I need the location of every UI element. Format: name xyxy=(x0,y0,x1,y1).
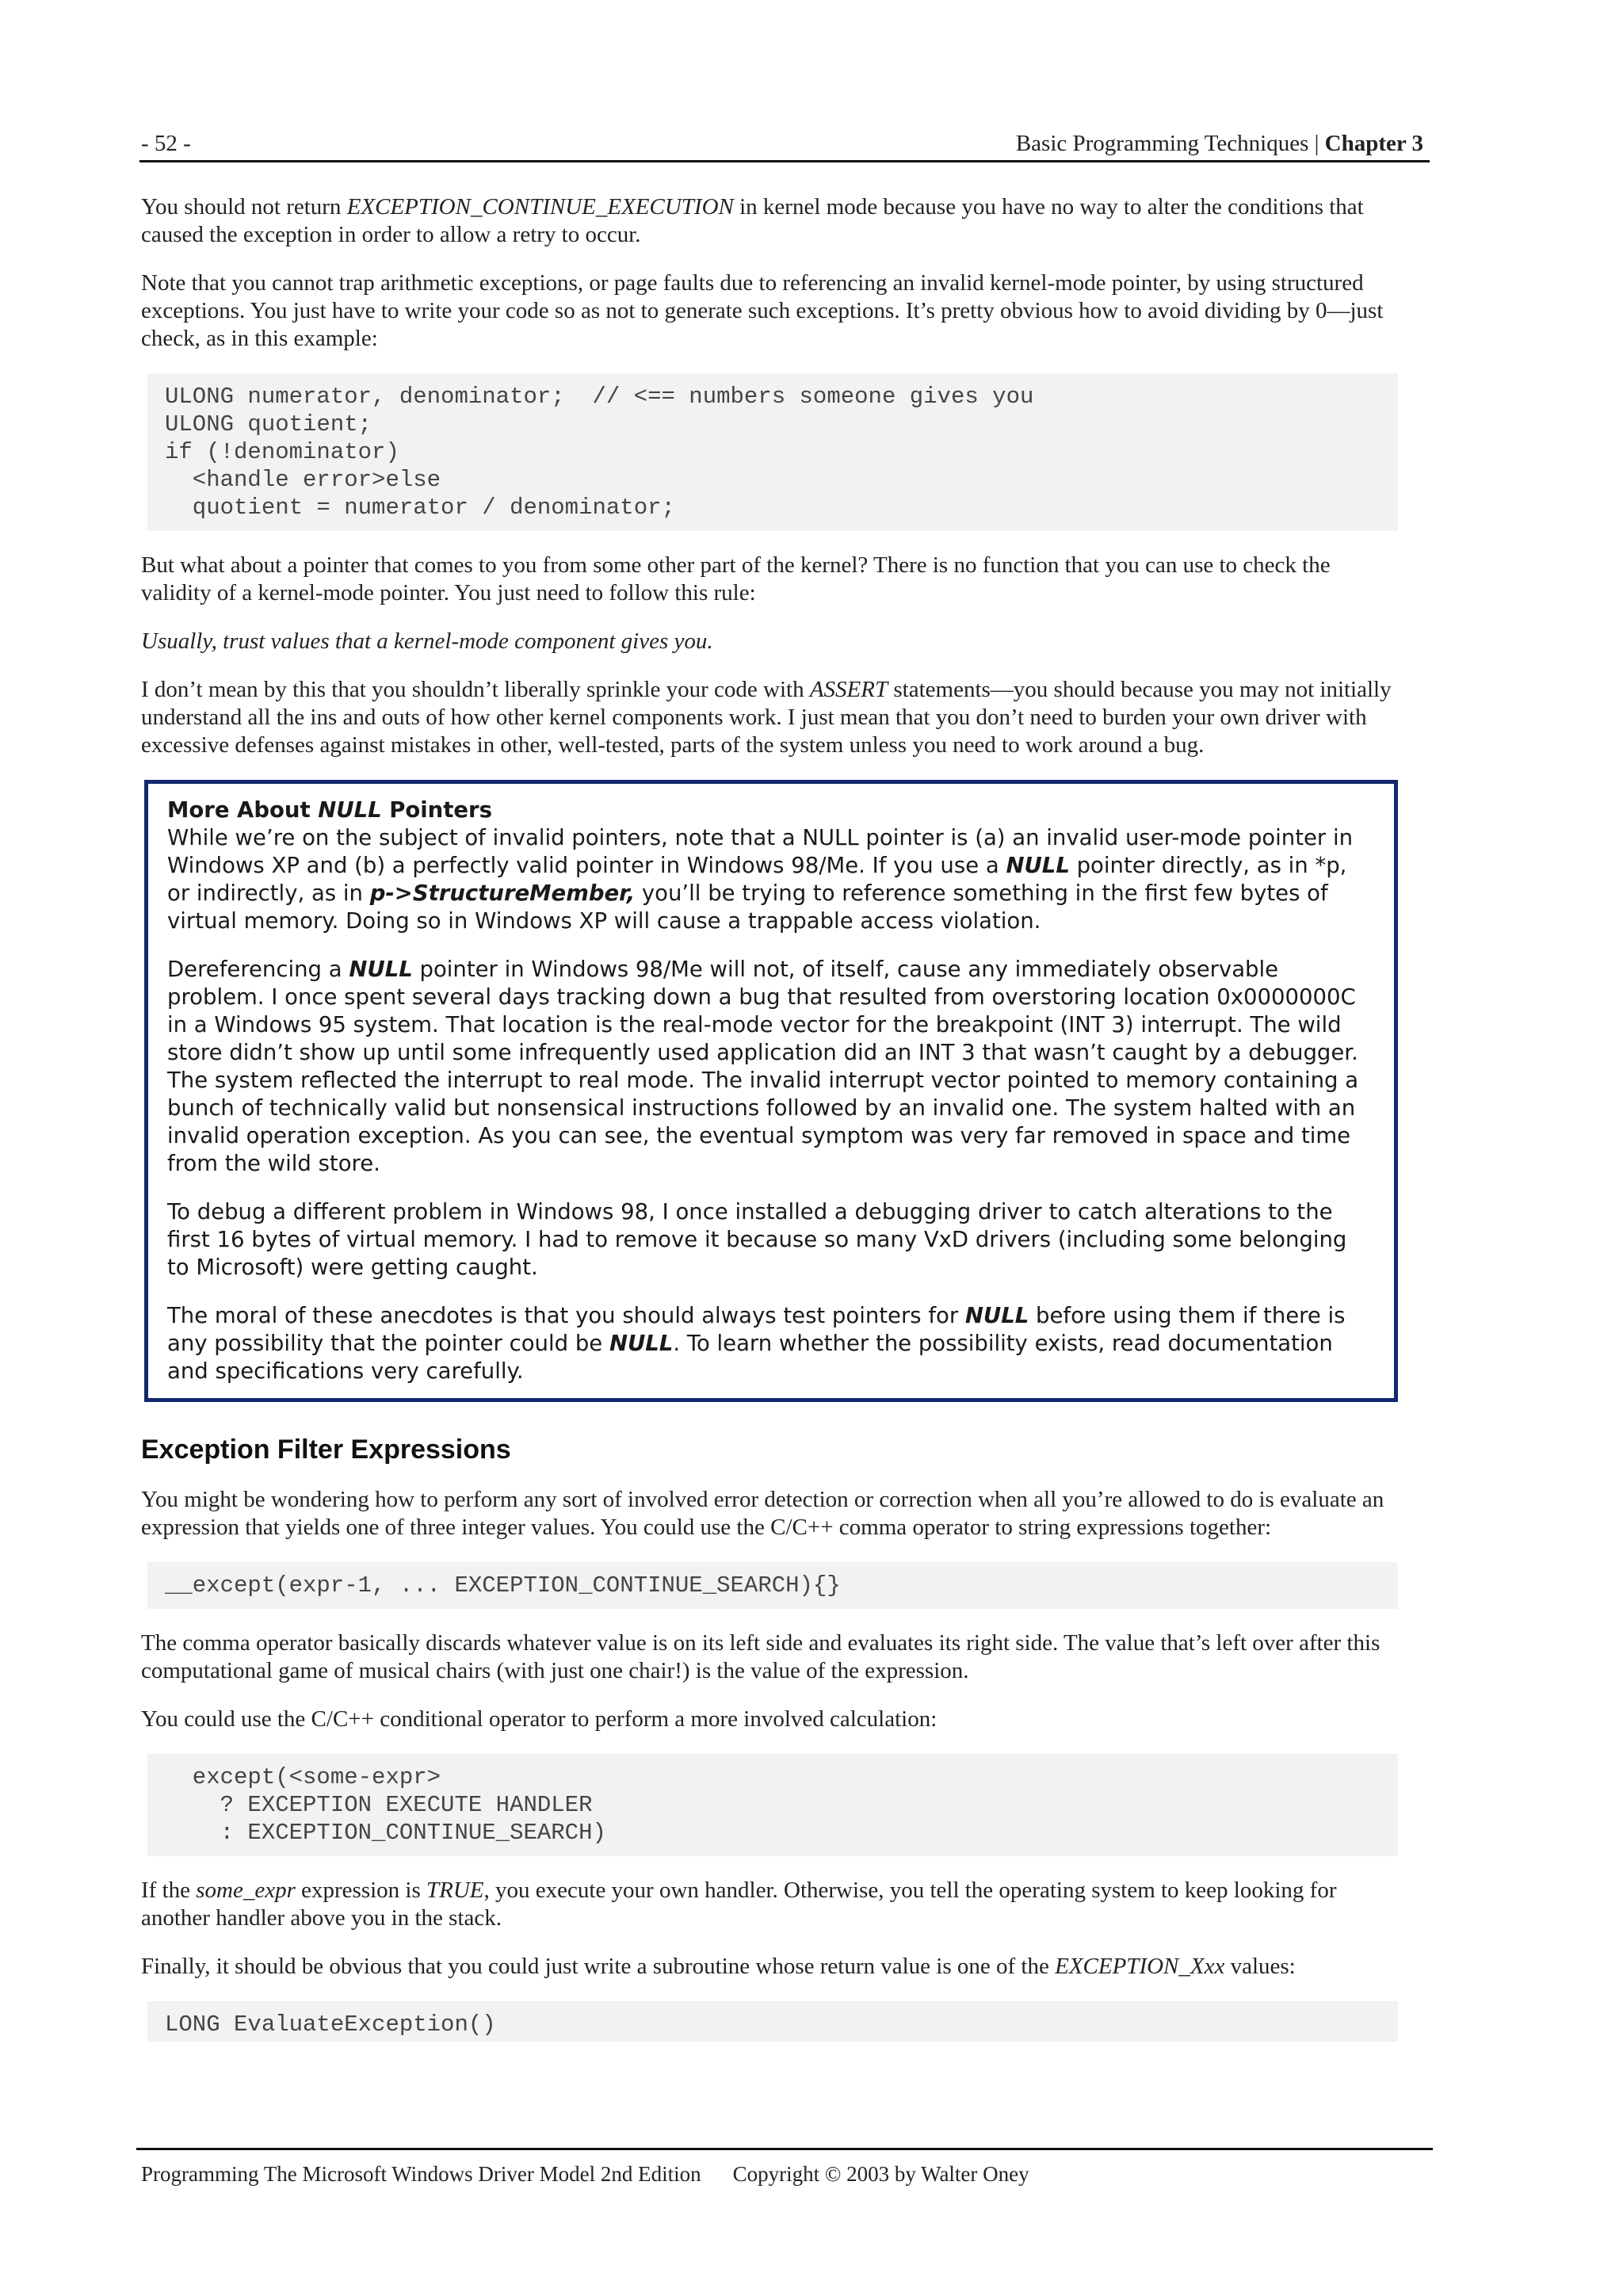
sidebar-paragraph: The moral of these anecdotes is that you should always test pointers for NULL before using them if there is any possibility that the pointer could be NULL. To learn whether the possibility exists, read documentation and specifications very carefully. xyxy=(167,1303,1346,1384)
sidebar-paragraph: To debug a different problem in Windows 98, I once installed a debugging driver to catch alterations to the first 16 bytes of virtual memory. I had to remove it because so many VxD drivers (including some belonging to Microsoft) were getting caught. xyxy=(167,1199,1347,1280)
paragraph: I don’t mean by this that you shouldn’t liberally sprinkle your code with ASSERT statements—you should because you may not initially understand all the ins and outs of how other kernel components work. I just mean that you don’t need to burden your own driver with excessive defenses against mistakes in other, well-tested, parts of the system unless you need to work around a bug. xyxy=(141,677,1392,758)
footer-book-title: Programming The Microsoft Windows Driver Model 2nd Edition xyxy=(141,2162,701,2186)
paragraph: You could use the C/C++ conditional operator to perform a more involved calculation: xyxy=(141,1706,938,1732)
page-number: - 52 - xyxy=(141,131,191,156)
page-header xyxy=(139,127,1430,162)
page-footer xyxy=(141,2160,1029,2187)
paragraph: If the some_expr expression is TRUE, you execute your own handler. Otherwise, you tell the operating system to keep looking for another handler above you in the stack. xyxy=(141,1878,1337,1931)
code-block: __except(expr-1, ... EXCEPTION_CONTINUE_SEARCH){} xyxy=(147,1562,1398,1609)
page-content xyxy=(141,193,1401,2042)
footer-divider xyxy=(136,2148,1433,2150)
sidebar-title: More About NULL Pointers xyxy=(167,797,492,823)
paragraph: But what about a pointer that comes to you from some other part of the kernel? There is no function that you can use to check the validity of a kernel-mode pointer. You just need to follow this rule: xyxy=(141,552,1331,606)
code-block: except(<some-expr> ? EXCEPTION EXECUTE HANDLER : EXCEPTION_CONTINUE_SEARCH) xyxy=(147,1754,1398,1856)
paragraph: Note that you cannot trap arithmetic exceptions, or page faults due to referencing an invalid kernel-mode pointer, by using structured exceptions. You just have to write your code so as not to generate such exceptions. It’s pretty obvious how to avoid dividing by 0—just check, as in this example: xyxy=(141,270,1384,351)
rule-statement: Usually, trust values that a kernel-mode component gives you. xyxy=(141,628,713,654)
paragraph: The comma operator basically discards whatever value is on its left side and evaluates its right side. The value that’s left over after this computational game of musical chairs (with just one chair!) is the value of the expression. xyxy=(141,1630,1381,1683)
paragraph: You might be wondering how to perform any sort of involved error detection or correction when all you’re allowed to do is evaluate an expression that yields one of three integer values. You could use the C/C++ comma operator to string expressions together: xyxy=(141,1487,1384,1540)
footer-copyright: Copyright © 2003 by Walter Oney xyxy=(732,2162,1029,2186)
paragraph: Finally, it should be obvious that you could just write a subroutine whose return value is one of the EXCEPTION_Xxx values: xyxy=(141,1954,1296,1979)
sidebar-paragraph: Dereferencing a NULL pointer in Windows 98/Me will not, of itself, cause any immediately observable problem. I once spent several days tracking down a bug that resulted from overstoring location 0x0000000C in a Windows 95 system. That location is the real-mode vector for the breakpoint (INT 3) interrupt. The wild store didn’t show up until some infrequently used application did an INT 3 that wasn’t caught by a debugger. The system reflected the interrupt to real mode. The invalid interrupt vector pointed to memory containing a bunch of technically valid but nonsensical instructions followed by an invalid one. The system halted with an invalid operation exception. As you can see, the eventual symptom was very far removed in space and time from the wild store. xyxy=(167,957,1359,1176)
sidebar-box xyxy=(144,780,1398,1402)
section-heading: Exception Filter Expressions xyxy=(141,1435,511,1465)
chapter-title: Basic Programming Techniques | Chapter 3 xyxy=(1015,131,1423,156)
code-block: ULONG numerator, denominator; // <== numbers someone gives you ULONG quotient; if (!denominator) <handle error>else quotient = numerator / denominator; xyxy=(147,373,1398,531)
code-block: LONG EvaluateException() xyxy=(147,2001,1398,2042)
sidebar-paragraph: While we’re on the subject of invalid pointers, note that a NULL pointer is (a) an invalid user-mode pointer in Windows XP and (b) a perfectly valid pointer in Windows 98/Me. If you use a NULL pointer directly, as in *p, or indirectly, as in p->StructureMember, you’ll be trying to reference something in the first few bytes of virtual memory. Doing so in Windows XP will cause a trappable access violation. xyxy=(167,825,1354,934)
paragraph: You should not return EXCEPTION_CONTINUE_EXECUTION in kernel mode because you have no way to alter the conditions that caused the exception in order to allow a retry to occur. xyxy=(141,194,1364,247)
